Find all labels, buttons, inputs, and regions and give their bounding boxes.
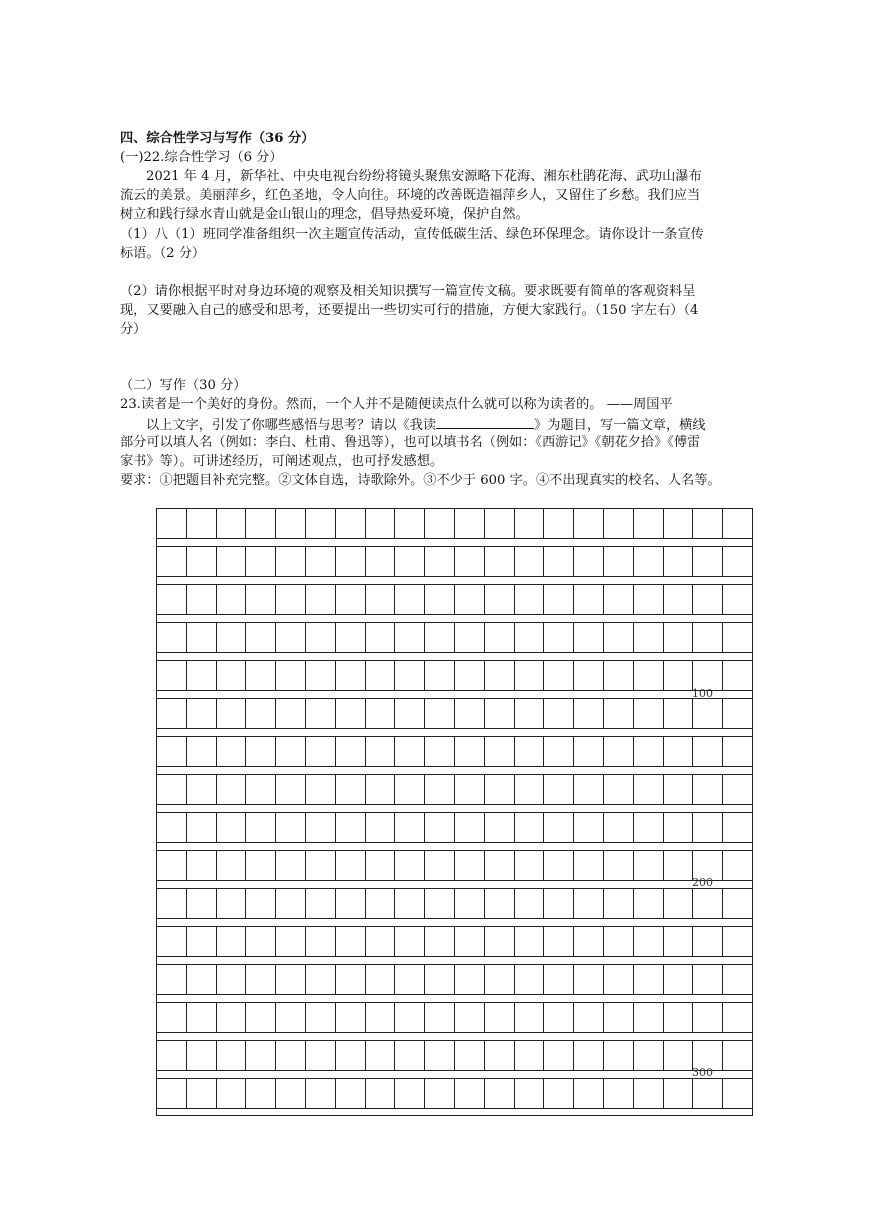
q23-prompt-before: 以上文字，引发了你哪些感悟与思考？请以《我读 xyxy=(146,418,437,433)
grid-marker-100: 100 xyxy=(692,687,713,700)
q22-sub1-line-2: 标语。（2 分） xyxy=(120,246,206,261)
q22-title: (一)22.综合性学习（6 分） xyxy=(120,150,283,165)
q22-passage-line-1: 2021 年 4 月，新华社、中央电视台纷纷将镜头聚焦安源略下花海、湘东杜鹃花海、武功山瀑布 xyxy=(146,169,702,184)
q23-title: （二）写作（30 分） xyxy=(120,378,247,393)
q22-sub2-line-1: （2）请你根据平时对身边环境的观察及相关知识撰写一篇宣传文稿。要求既要有简单的客观资料呈 xyxy=(120,284,696,299)
section-heading: 四、综合性学习与写作（36 分） xyxy=(120,131,315,146)
q22-passage-line-2: 流云的美景。美丽萍乡，红色圣地，令人向往。环境的改善既造福萍乡人，又留住了乡愁。我们应当 xyxy=(120,188,701,203)
q23-prompt-line-2: 部分可以填人名（例如：李白、杜甫、鲁迅等），也可以填书名（例如：《西游记》《朝花夕拾》《傅雷 xyxy=(120,435,701,450)
q22-passage-line-3: 树立和践行绿水青山就是金山银山的理念，倡导热爱环境，保护自然。 xyxy=(120,207,529,222)
writing-grid[interactable] xyxy=(156,508,753,1116)
q23-prompt-line-1 xyxy=(120,414,826,435)
grid-marker-300: 300 xyxy=(692,1066,713,1079)
writing-grid-svg xyxy=(156,508,753,1116)
q23-quote: 23.读者是一个美好的身份。然而，一个人并不是随便读点什么就可以称为读者的。 ——周国平 xyxy=(120,397,673,412)
q23-requirements: 要求：①把题目补充完整。②文体自选，诗歌除外。③不少于 600 字。④不出现真实的校名、人名等。 xyxy=(120,473,721,488)
q23-prompt-after: 》为题目，写一篇文章，横线 xyxy=(534,418,706,433)
grid-marker-200: 200 xyxy=(692,876,713,889)
q22-sub2-line-2: 现，又要融入自己的感受和思考，还要提出一些切实可行的措施，方便大家践行。（150 字左右）（4 xyxy=(120,303,699,318)
q22-sub1-line-1: （1）八（1）班同学准备组织一次主题宣传活动，宣传低碳生活、绿色环保理念。请你设计一条宣传 xyxy=(120,227,704,242)
q22-sub2-line-3: 分） xyxy=(120,322,147,337)
q23-prompt-line-3: 家书》等）。可讲述经历，可阐述观点，也可抒发感想。 xyxy=(120,454,444,469)
title-blank[interactable] xyxy=(436,414,534,429)
